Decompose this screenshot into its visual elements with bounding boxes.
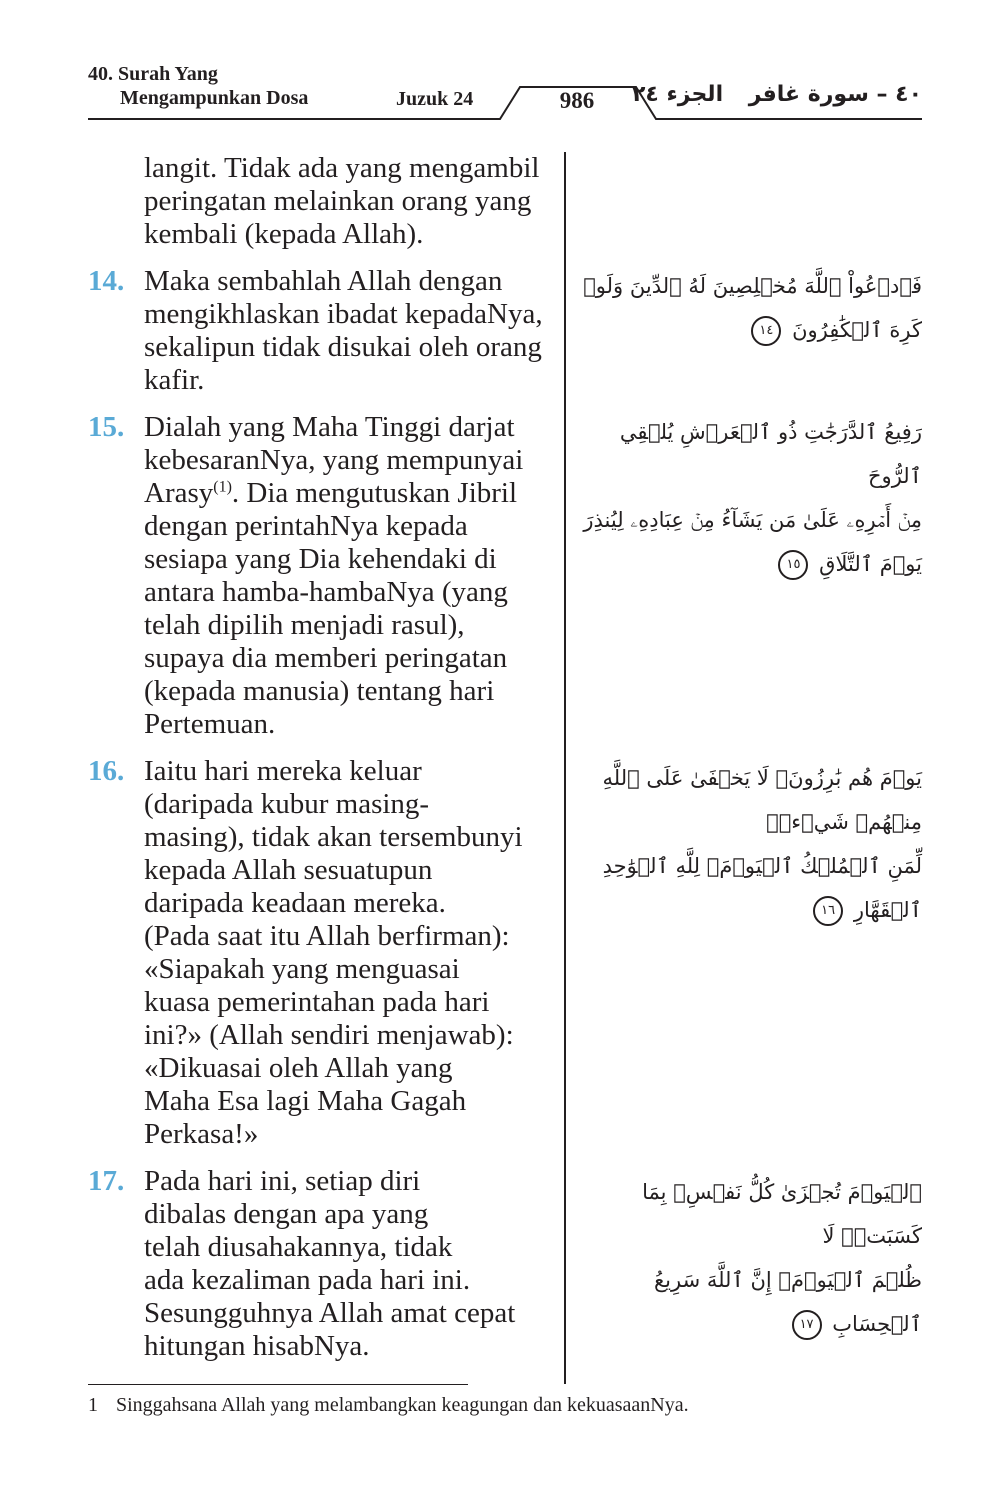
footnote-number: 1: [88, 1394, 98, 1416]
text-line: (kepada manusia) tentang hari: [144, 675, 495, 707]
text-line: (daripada kubur masing-: [144, 788, 430, 820]
page-header: [88, 62, 922, 122]
footnote-text: Singgahsana Allah yang melambangkan keagungan dan kekuasaanNya.: [116, 1394, 689, 1416]
text-line: kembali (kepada Allah).: [144, 218, 424, 250]
arabic-verse-16: [580, 756, 922, 932]
translation-column: [88, 152, 558, 1363]
arabic-line: [580, 1258, 922, 1346]
surah-title-latin: [88, 62, 308, 110]
arabic-verse-17: [580, 1170, 922, 1346]
juz-label-arabic: الجزء ٢٤: [632, 82, 724, 107]
text-line: sesiapa yang Dia kehendaki di: [144, 543, 497, 575]
arabic-fragment: ظُلۡمَ ٱلۡيَوۡمَۚ إِنَّ ٱللَّهَ سَرِيعُ ٱلۡحِسَابِ: [653, 1268, 922, 1336]
text-line: langit. Tidak ada yang mengambil: [144, 152, 540, 184]
text-line: kepada Allah sesuatupun: [144, 854, 433, 886]
text-line: Sesungguhnya Allah amat cepat: [144, 1297, 516, 1329]
juz-label-latin: Juzuk 24: [396, 88, 474, 110]
verse-number: 16.: [88, 755, 125, 787]
text-line: Maka sembahlah Allah dengan: [144, 265, 503, 297]
text-line: Dialah yang Maha Tinggi darjat: [144, 411, 515, 443]
verse-end-marker: ١٤: [751, 316, 781, 346]
verse-end-marker: ١٧: [792, 1310, 822, 1340]
text-line: mengikhlaskan ibadat kepadaNya,: [144, 298, 543, 330]
text-line: Iaitu hari mereka keluar: [144, 755, 422, 787]
page-number: 986: [559, 88, 595, 113]
text-line: Pertemuan.: [144, 708, 276, 740]
text-line: Pada hari ini, setiap diri: [144, 1165, 421, 1197]
text-line: «Dikuasai oleh Allah yang: [144, 1052, 453, 1084]
column-divider: [564, 152, 566, 1384]
footnote-reference[interactable]: (1): [213, 478, 232, 496]
text-line: (Pada saat itu Allah berfirman):: [144, 920, 510, 952]
arabic-line: [580, 542, 922, 586]
footnote: [88, 1392, 689, 1418]
text-line: telah diusahakannya, tidak: [144, 1231, 453, 1263]
arabic-line: [580, 844, 922, 932]
verse-number: 14.: [88, 265, 125, 297]
surah-title-line1: 40. Surah Yang: [88, 63, 218, 85]
translation-verse-15: [88, 411, 558, 741]
text-line: antara hamba-hambaNya (yang: [144, 576, 508, 608]
arabic-line: رَفِيعُ ٱلدَّرَجَٰتِ ذُو ٱلۡعَرۡشِ يُلۡقِي ٱلرُّوحَ: [619, 420, 922, 488]
text-line: dengan perintahNya kepada: [144, 510, 468, 542]
text-line: Maha Esa lagi Maha Gagah: [144, 1085, 467, 1117]
text-line: [144, 477, 558, 510]
verse-end-marker: ١٦: [813, 896, 843, 926]
surah-title-line2: Mengampunkan Dosa: [120, 87, 309, 109]
surah-title-arabic: ٤٠ – سورة غافر: [748, 82, 922, 107]
text-line: sekalipun tidak disukai oleh orang: [144, 331, 542, 363]
translation-verse-16: [88, 755, 558, 1151]
arabic-line: مِنۡ أَمۡرِهِۦ عَلَىٰ مَن يَشَآءُ مِنۡ عِبَادِهِۦ لِيُنذِرَ: [583, 508, 922, 532]
text-line: supaya dia memberi peringatan: [144, 642, 508, 674]
text-line: ada kezaliman pada hari ini.: [144, 1264, 471, 1296]
text-line: telah dipilih menjadi rasul),: [144, 609, 465, 641]
text-line: masing), tidak akan tersembunyi: [144, 821, 523, 853]
arabic-line: [580, 308, 922, 352]
verse-end-marker: ١٥: [778, 550, 808, 580]
text-line: «Siapakah yang menguasai: [144, 953, 460, 985]
translation-continued: [88, 152, 558, 251]
text-line: hitungan hisabNya.: [144, 1330, 370, 1362]
arabic-line: يَوۡمَ هُم بَٰرِزُونَۖ لَا يَخۡفَىٰ عَلَى ٱللَّهِ مِنۡهُمۡ شَيۡءٞۚ: [602, 766, 922, 834]
translation-verse-14: [88, 265, 558, 397]
arabic-fragment: لِّمَنِ ٱلۡمُلۡكُ ٱلۡيَوۡمَۖ لِلَّهِ ٱلۡوَٰحِدِ ٱلۡقَهَّارِ: [602, 854, 922, 922]
arabic-line: فَٱدۡعُواْ ٱللَّهَ مُخۡلِصِينَ لَهُ ٱلدِّينَ وَلَوۡ: [583, 274, 922, 298]
verse-number: 15.: [88, 411, 125, 443]
text-line: peringatan melainkan orang yang: [144, 185, 532, 217]
arabic-line: ٱلۡيَوۡمَ تُجۡزَىٰ كُلُّ نَفۡسِۭ بِمَا كَسَبَتۡۚ لَا: [642, 1180, 922, 1248]
text-line: dibalas dengan apa yang: [144, 1198, 429, 1230]
arabic-fragment: كَرِهَ ٱلۡكَٰفِرُونَ: [792, 318, 922, 342]
translation-verse-17: [88, 1165, 558, 1363]
text-line: daripada keadaan mereka.: [144, 887, 446, 919]
arabic-verse-15: [580, 410, 922, 586]
text-line: Perkasa!»: [144, 1118, 259, 1150]
arabic-verse-14: [580, 264, 922, 352]
verse-number: 17.: [88, 1165, 125, 1197]
text-line: kebesaranNya, yang mempunyai: [144, 444, 524, 476]
text-line: kafir.: [144, 364, 205, 396]
arabic-fragment: يَوۡمَ ٱلتَّلَاقِ: [819, 552, 922, 576]
arasy-word: Arasy: [144, 477, 214, 509]
text-line: kuasa pemerintahan pada hari: [144, 986, 490, 1018]
text-line: ini?» (Allah sendiri menjawab):: [144, 1019, 514, 1051]
footnote-rule: [88, 1384, 468, 1385]
text-fragment: . Dia mengutuskan Jibril: [231, 477, 518, 509]
